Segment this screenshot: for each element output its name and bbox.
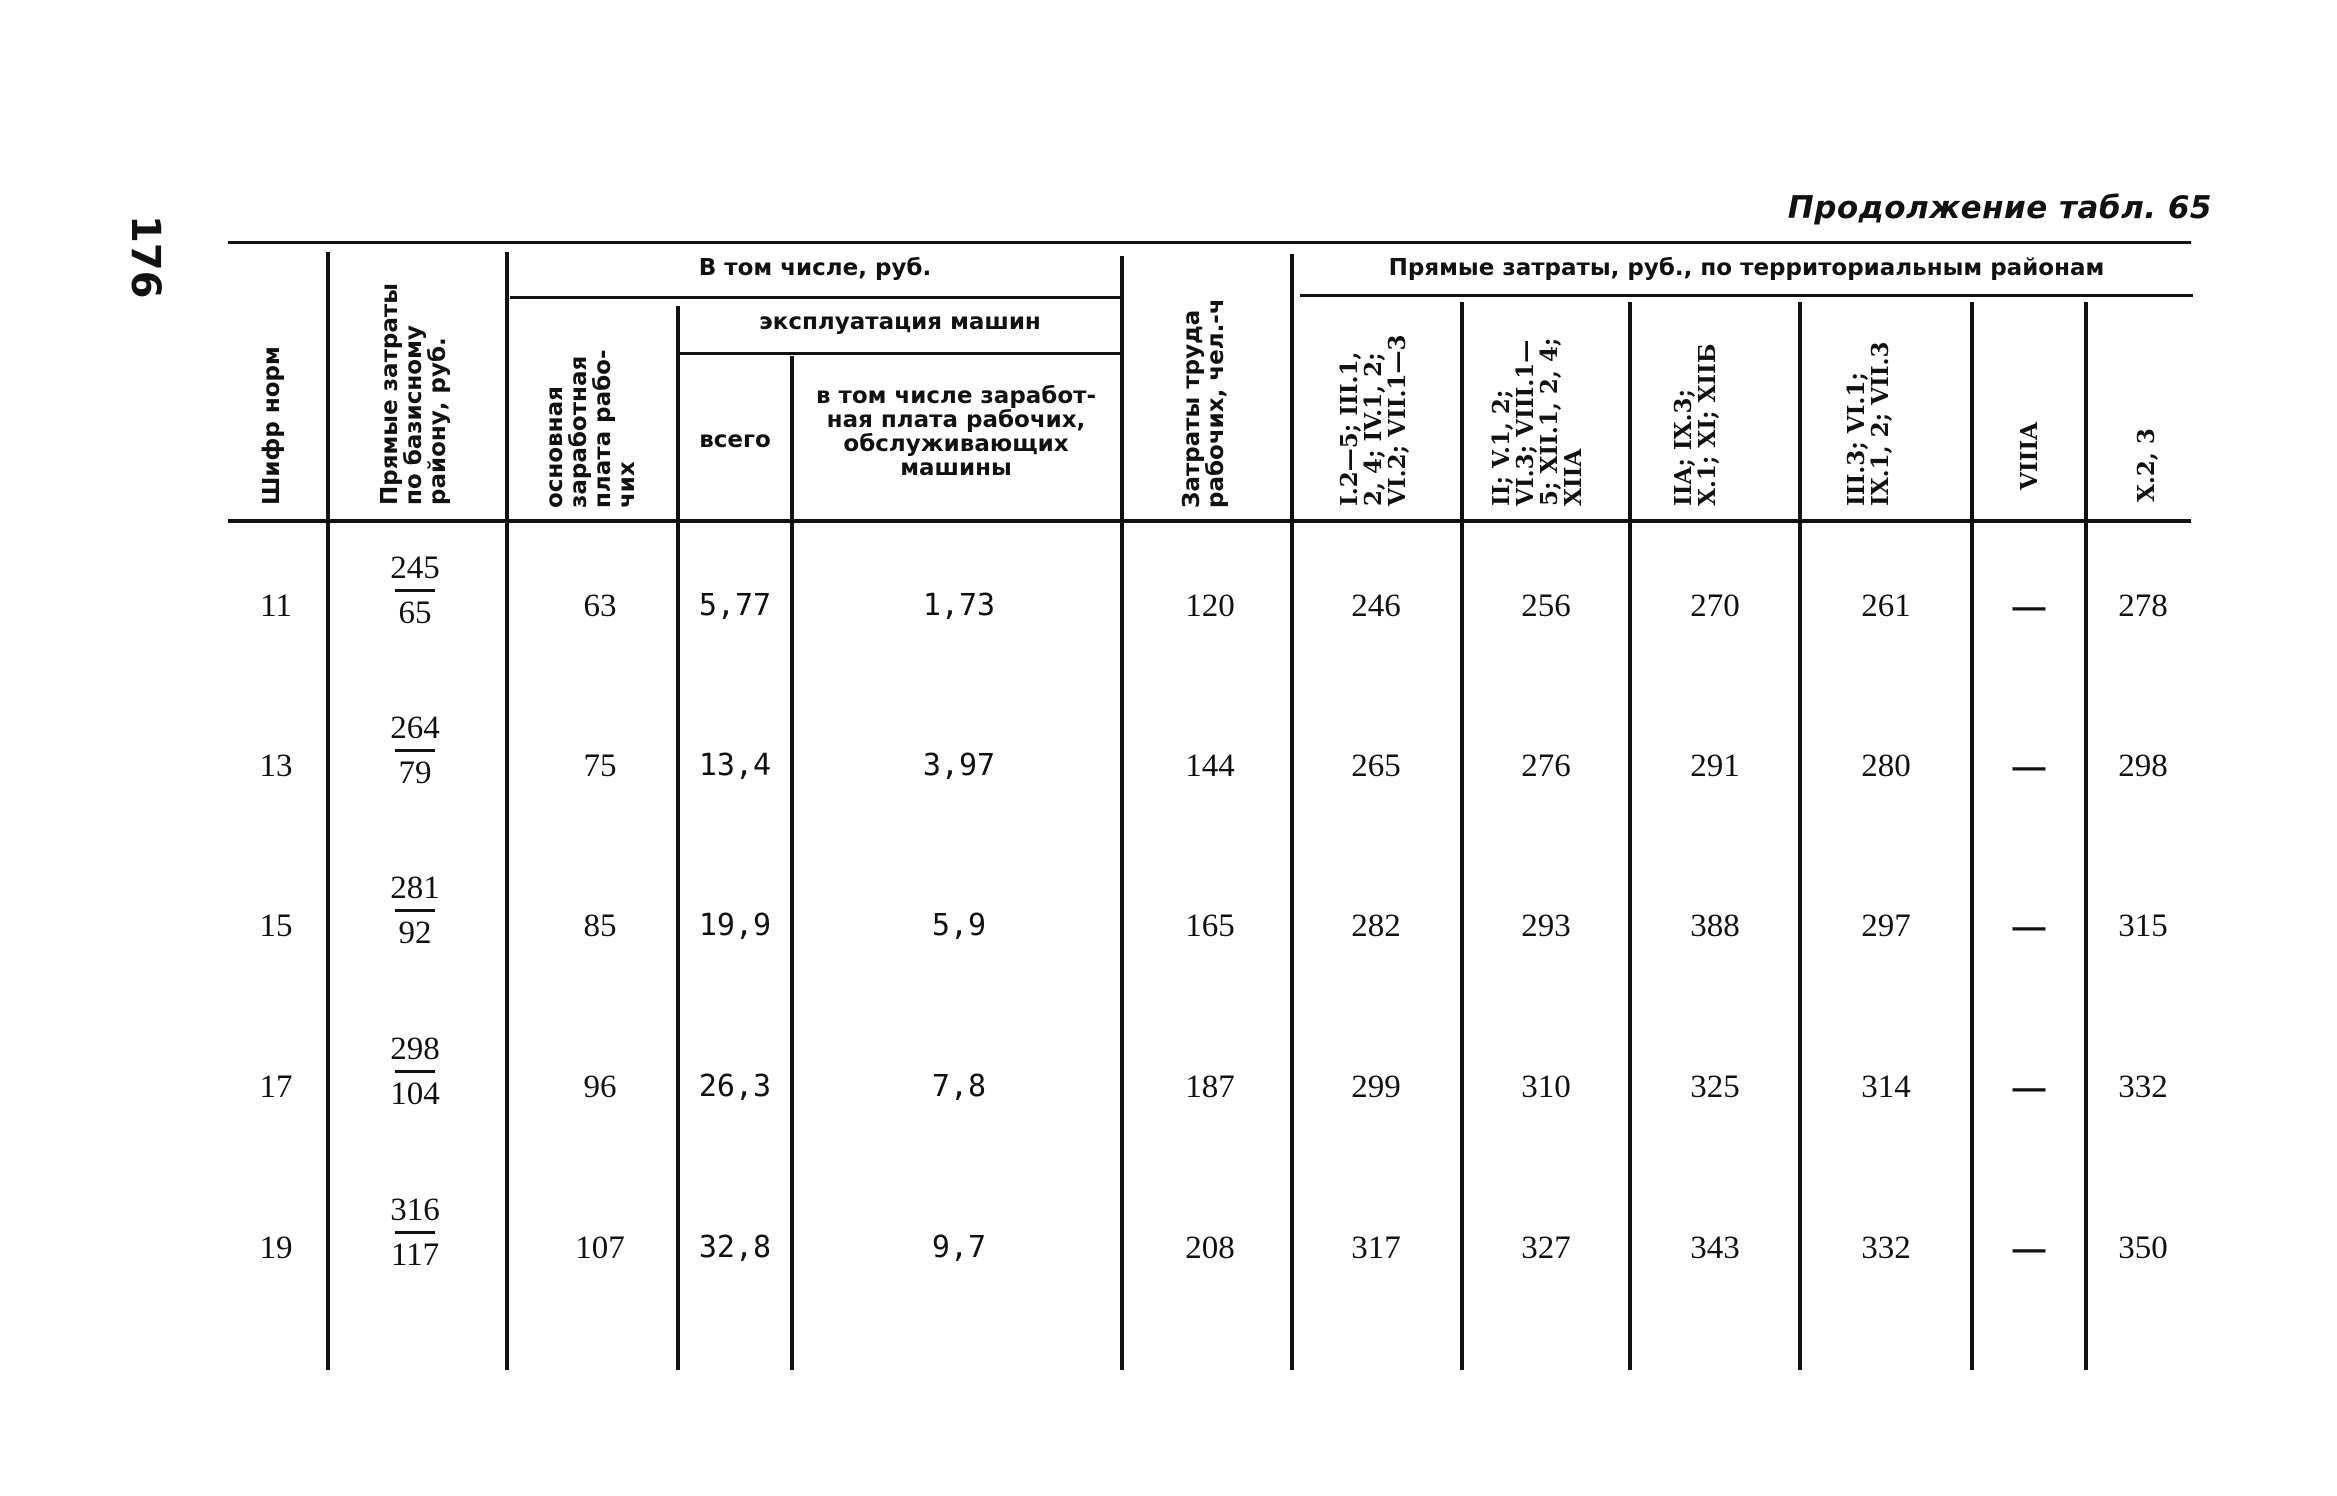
table-cell-r1: 317 (1351, 1230, 1401, 1266)
fraction-bar (395, 749, 435, 752)
header-machine-wages: в том числе заработ- ная плата рабочих, обслуживающих машины (815, 383, 1097, 482)
header-region-5: VIIIA (2016, 422, 2043, 490)
header-labor: Затраты труда рабочих, чел.-ч (1179, 298, 1230, 508)
col-divider (790, 356, 794, 1370)
table-cell-r6: 298 (2118, 748, 2168, 784)
header-basic-cost: Прямые затраты по базисному району, руб. (377, 282, 452, 505)
basic-cost-fraction (365, 1029, 465, 1114)
table-cell-mwages: 7,8 (931, 1069, 987, 1104)
table-cell-code: 13 (259, 748, 293, 784)
table-cell-r1: 282 (1351, 908, 1401, 944)
table-cell-r1: 246 (1351, 588, 1401, 624)
fraction-bar (395, 589, 435, 592)
table-cell-r6: 315 (2118, 908, 2168, 944)
table-cell-total: 13,4 (698, 748, 772, 783)
table-cell-code: 11 (260, 588, 292, 624)
fraction-denominator: 104 (390, 1076, 440, 1112)
table-cell-wages: 63 (583, 588, 617, 624)
table-cell-r1: 265 (1351, 748, 1401, 784)
basic-cost-fraction (365, 1190, 465, 1275)
basic-cost-fraction (365, 548, 465, 633)
table-cell-r4: 261 (1861, 588, 1911, 624)
header-machine-operation: эксплуатация машин (759, 309, 1041, 335)
page-number: 176 (122, 215, 168, 299)
table-cell-r4: 314 (1861, 1069, 1911, 1105)
fraction-bar (395, 1231, 435, 1234)
col-divider (1460, 302, 1464, 1370)
header-region-4: III.3; VI.1; IX.1, 2; VII.3 (1843, 341, 1895, 506)
table-cell-r4: 332 (1861, 1230, 1911, 1266)
col-divider (1970, 302, 1974, 1370)
table-cell-wages: 75 (583, 748, 617, 784)
table-cell-labor: 165 (1185, 908, 1235, 944)
table-cell-r2: 256 (1521, 588, 1571, 624)
table-cell-r2: 293 (1521, 908, 1571, 944)
table-cell-total: 32,8 (698, 1230, 772, 1265)
table-cell-r5: — (2012, 588, 2046, 625)
header-total: всего (699, 427, 771, 453)
table-cell-r5: — (2012, 1230, 2046, 1267)
col-divider (326, 252, 330, 1370)
basic-cost-fraction (365, 708, 465, 793)
table-cell-r2: 327 (1521, 1230, 1571, 1266)
top-rule (228, 241, 2191, 244)
fraction-numerator: 316 (390, 1192, 440, 1228)
fraction-denominator: 79 (398, 755, 432, 791)
table-cell-r2: 276 (1521, 748, 1571, 784)
table-cell-mwages: 9,7 (931, 1230, 987, 1265)
table-cell-r3: 291 (1690, 748, 1740, 784)
table-cell-r2: 310 (1521, 1069, 1571, 1105)
col-divider (2084, 302, 2088, 1370)
header-region-3: IIA; IX.3; X.1; XI; XIIБ (1670, 343, 1722, 506)
table-cell-r4: 297 (1861, 908, 1911, 944)
col-divider (1628, 302, 1632, 1370)
header-bottom-rule (228, 519, 2191, 523)
header-rule-regions (1300, 294, 2193, 297)
table-cell-code: 17 (259, 1069, 293, 1105)
fraction-numerator: 281 (390, 870, 440, 906)
col-divider (1120, 256, 1124, 1370)
table-cell-r3: 343 (1690, 1230, 1740, 1266)
col-divider (676, 306, 680, 1370)
table-cell-total: 26,3 (698, 1069, 772, 1104)
table-cell-wages: 85 (583, 908, 617, 944)
fraction-numerator: 245 (390, 550, 440, 586)
table-cell-total: 19,9 (698, 908, 772, 943)
table-cell-code: 15 (259, 908, 293, 944)
fraction-denominator: 92 (398, 915, 432, 951)
header-region-1: I.2—5; III.1, 2, 4; IV.1, 2; VI.2; VII.1—3 (1336, 334, 1412, 506)
table-cell-wages: 107 (575, 1230, 625, 1266)
fraction-numerator: 264 (390, 710, 440, 746)
table-cell-r6: 332 (2118, 1069, 2168, 1105)
header-rule-machines (680, 352, 1120, 355)
basic-cost-fraction (365, 868, 465, 953)
table-cell-code: 19 (259, 1230, 293, 1266)
header-rule-including (510, 296, 1120, 299)
table-cell-total: 5,77 (698, 588, 772, 623)
table-cell-r3: 388 (1690, 908, 1740, 944)
header-including: В том числе, руб. (698, 255, 932, 281)
table-cell-r6: 278 (2118, 588, 2168, 624)
table-cell-r3: 325 (1690, 1069, 1740, 1105)
table-cell-mwages: 5,9 (931, 908, 987, 943)
table-cell-r5: — (2012, 748, 2046, 785)
table-cell-r5: — (2012, 1069, 2046, 1106)
table-cell-r5: — (2012, 908, 2046, 945)
table-cell-labor: 120 (1185, 588, 1235, 624)
table-cell-mwages: 1,73 (922, 588, 996, 623)
col-divider (505, 252, 509, 1370)
fraction-denominator: 65 (398, 595, 432, 631)
table-cell-r3: 270 (1690, 588, 1740, 624)
fraction-denominator: 117 (390, 1237, 440, 1273)
header-region-2: II; V.1, 2; VI.3; VIII.1— 5; XII.1, 2, 4; XIIA (1488, 337, 1588, 506)
table-cell-labor: 144 (1185, 748, 1235, 784)
table-cell-wages: 96 (583, 1069, 617, 1105)
table-cell-mwages: 3,97 (922, 748, 996, 783)
table-cell-r1: 299 (1351, 1069, 1401, 1105)
fraction-bar (395, 909, 435, 912)
table-cell-r4: 280 (1861, 748, 1911, 784)
header-code: Шифр норм (259, 346, 285, 505)
header-wages: основная заработная плата рабо- чих (542, 349, 641, 508)
header-regional: Прямые затраты, руб., по территориальным районам (1388, 255, 2105, 281)
table-caption: Продолжение табл. 65 (1787, 190, 2212, 226)
header-region-6: X.2, 3 (2133, 428, 2160, 502)
fraction-numerator: 298 (390, 1031, 440, 1067)
table-cell-r6: 350 (2118, 1230, 2168, 1266)
fraction-bar (395, 1070, 435, 1073)
col-divider (1798, 302, 1802, 1370)
table-cell-labor: 208 (1185, 1230, 1235, 1266)
table-cell-labor: 187 (1185, 1069, 1235, 1105)
col-divider (1290, 254, 1294, 1370)
